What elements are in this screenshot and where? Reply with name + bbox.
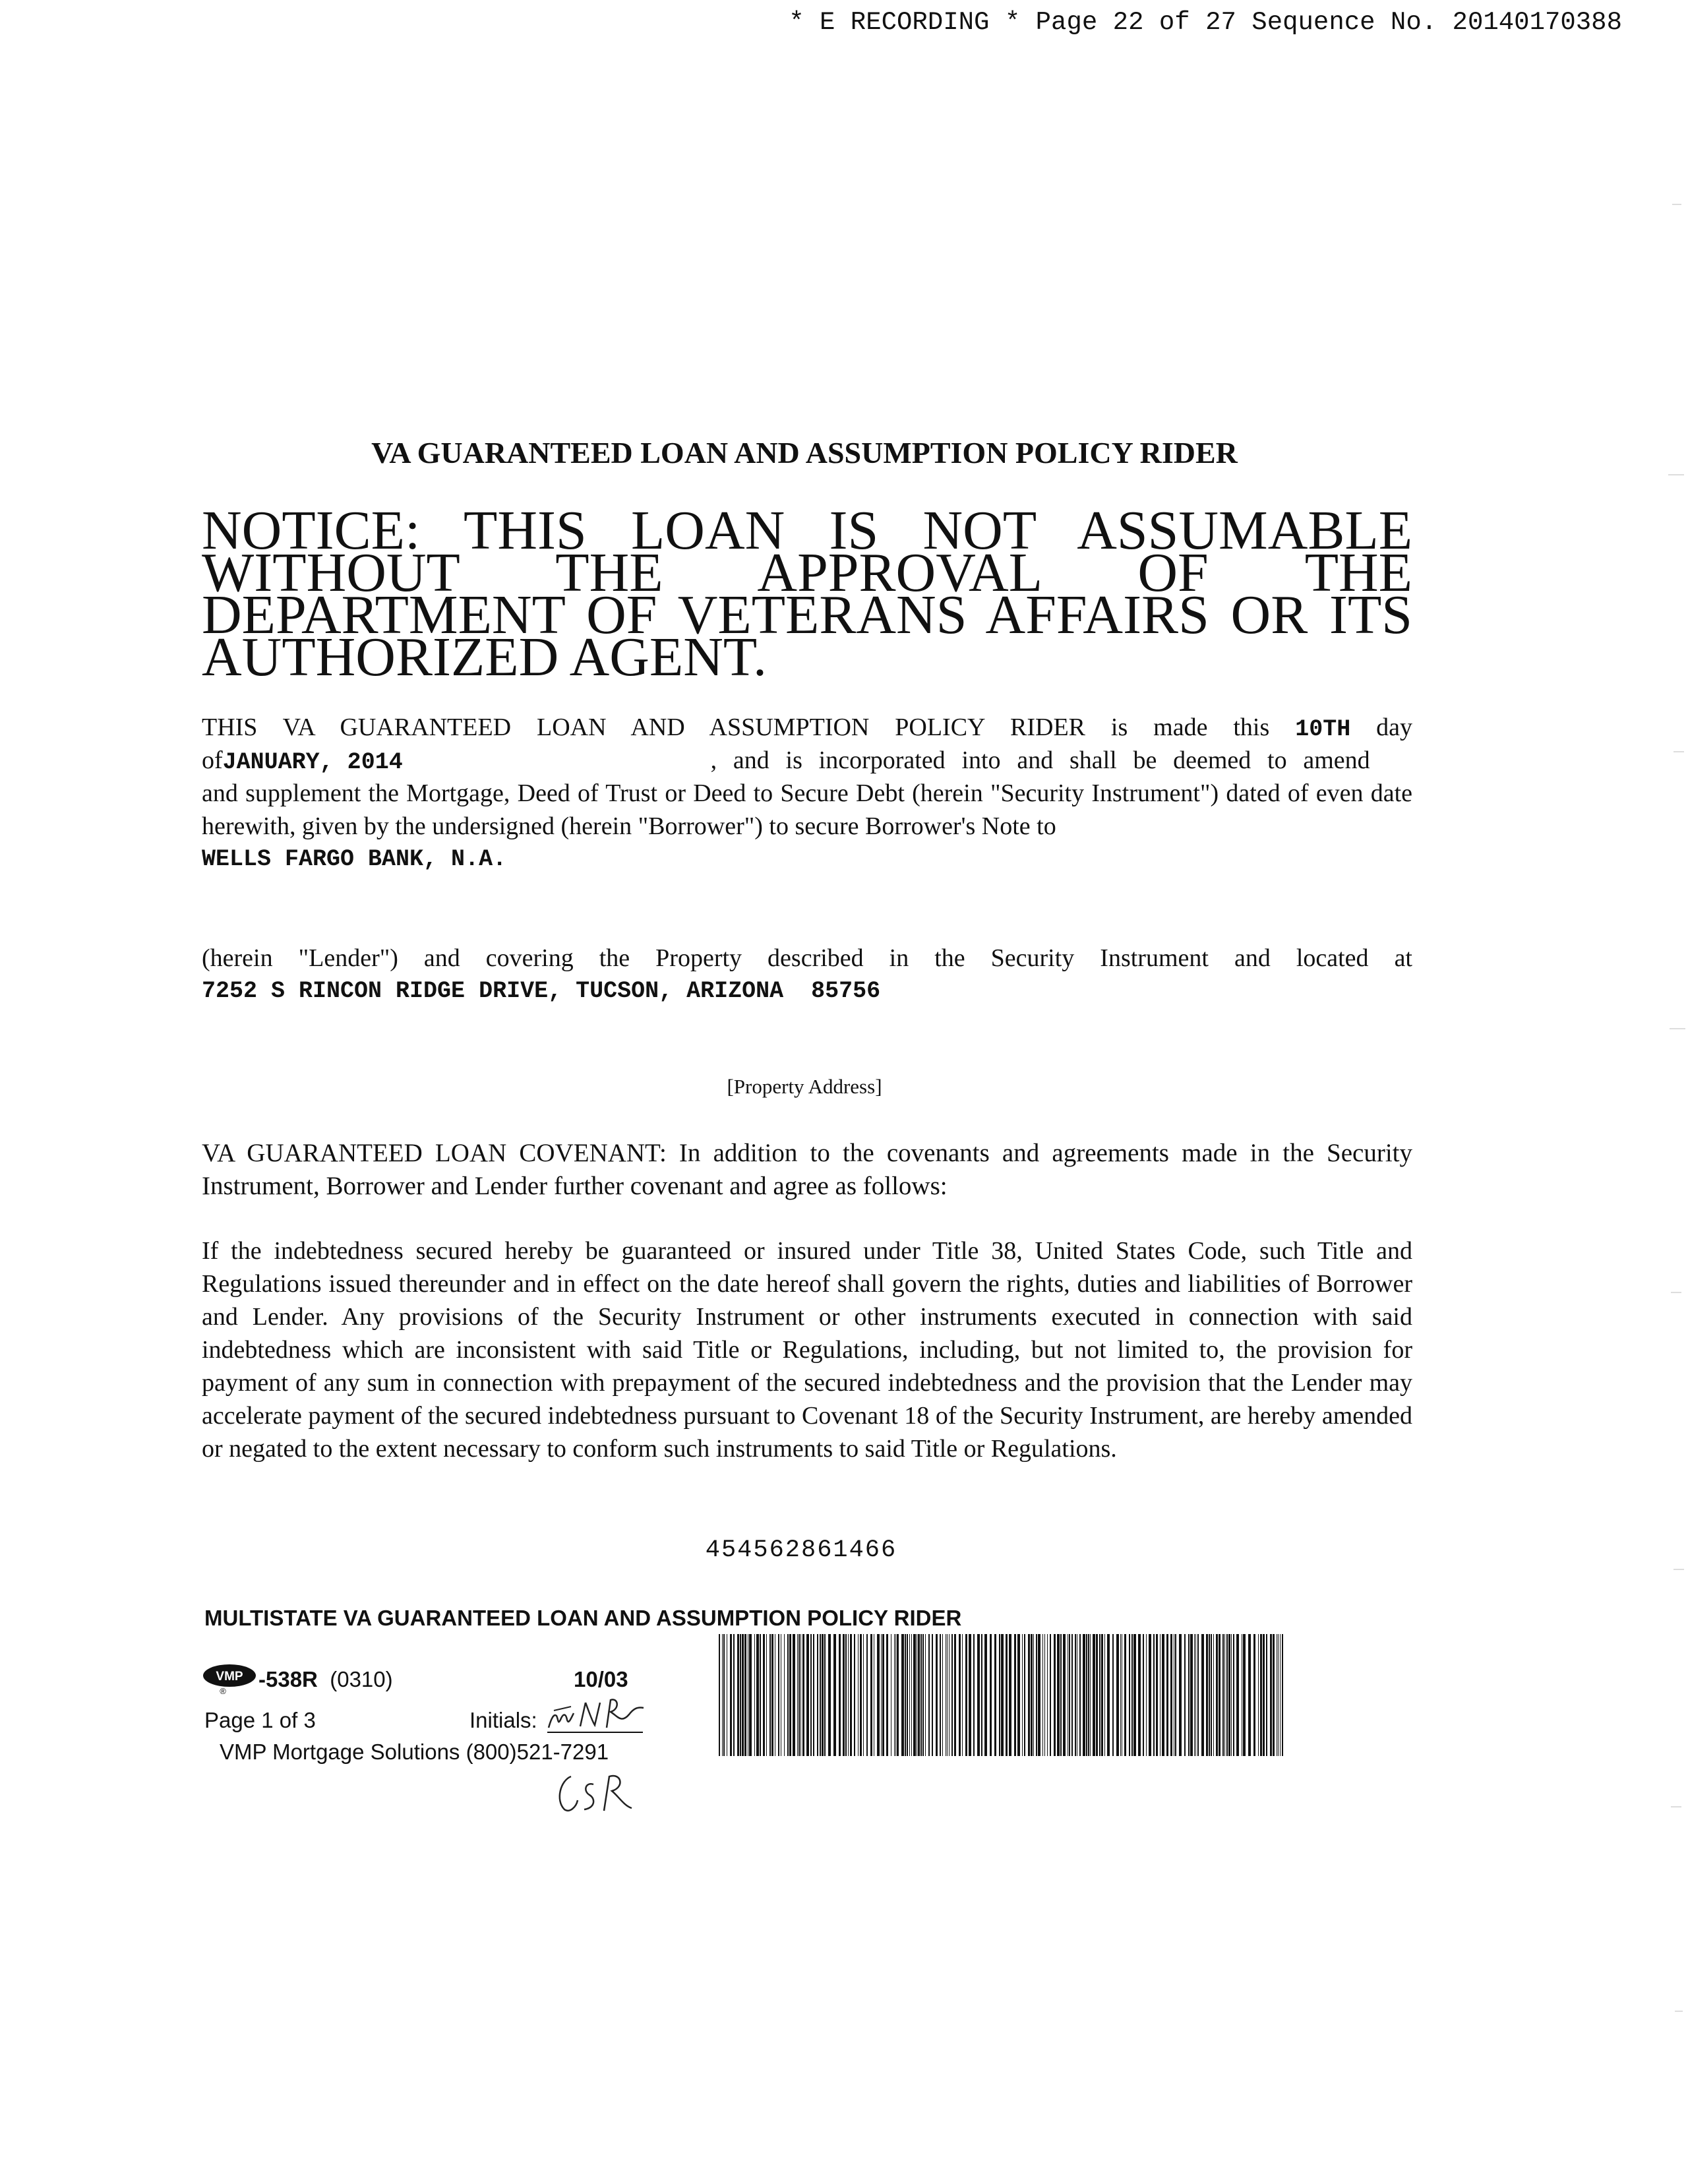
barcode-bar xyxy=(870,1634,872,1756)
barcode-bar xyxy=(1248,1634,1251,1756)
barcode-bar xyxy=(799,1634,800,1756)
barcode-bar xyxy=(1282,1634,1283,1756)
barcode-bar xyxy=(1017,1634,1020,1756)
barcode-bar xyxy=(922,1634,924,1756)
barcode-bar xyxy=(1033,1634,1034,1756)
barcode-bar xyxy=(1233,1634,1234,1756)
barcode-bar xyxy=(1253,1634,1255,1756)
of-label: of xyxy=(202,746,223,774)
barcode-bar xyxy=(1031,1634,1033,1756)
barcode-bar xyxy=(1188,1634,1190,1756)
barcode-bar xyxy=(730,1634,732,1756)
barcode-bar xyxy=(1071,1634,1073,1756)
barcode-bar xyxy=(1209,1634,1210,1756)
barcode-bar xyxy=(894,1634,895,1756)
barcode-bar xyxy=(1243,1634,1246,1756)
barcode-bar xyxy=(1231,1634,1232,1756)
barcode-bar xyxy=(740,1634,741,1756)
barcode-bar xyxy=(833,1634,836,1756)
barcode-bar xyxy=(977,1634,980,1756)
barcode-bar xyxy=(909,1634,910,1756)
barcode-bar xyxy=(940,1634,941,1756)
barcode-bar xyxy=(1162,1634,1164,1756)
barcode-bar xyxy=(999,1634,1000,1756)
initials-line xyxy=(547,1732,643,1733)
indebtedness-paragraph: If the indebtedness secured hereby be guaranteed or insured under Title 38, United States Code, such Title and Regulations issued thereunder and in effect on the date hereof shall govern the rights, duties and liabilities of Borrower and Lender. Any provisions of the Security Instrument or other instruments executed in connection with said indebtedness which are inconsistent with said Title or Regulations, including, but not limited to, the provision for payment of any sum in connection with prepayment of the secured indebtedness and the provision that the Lender may accelerate payment of the secured indebtedness pursuant to Covenant 18 of the Security Instrument, are hereby amended or negated to the extent necessary to conform such instruments to said Title or Regulations. xyxy=(202,1237,1412,1463)
barcode-bar xyxy=(886,1634,888,1756)
barcode-bar xyxy=(1096,1634,1098,1756)
barcode-bar xyxy=(959,1634,961,1756)
lender-name: WELLS FARGO BANK, N.A. xyxy=(202,846,507,872)
barcode-bar xyxy=(907,1634,908,1756)
barcode-bar xyxy=(1206,1634,1208,1756)
form-code: -538R xyxy=(258,1667,318,1691)
barcode-bar xyxy=(1042,1634,1043,1756)
barcode-bar xyxy=(897,1634,899,1756)
barcode-bar xyxy=(901,1634,904,1756)
barcode-bar xyxy=(905,1634,906,1756)
barcode-bar xyxy=(1069,1634,1070,1756)
barcode-bar xyxy=(965,1634,967,1756)
barcode-bar xyxy=(1104,1634,1105,1756)
intro-body xyxy=(202,777,1412,876)
barcode-bar xyxy=(813,1634,814,1756)
barcode-bar xyxy=(828,1634,831,1756)
intro-second-line xyxy=(202,744,1412,779)
company-line: VMP Mortgage Solutions (800)521-7291 xyxy=(220,1740,609,1764)
barcode-bar xyxy=(1146,1634,1147,1756)
barcode-bar xyxy=(918,1634,920,1756)
barcode-bar xyxy=(1153,1634,1155,1756)
barcode-bar xyxy=(981,1634,982,1756)
barcode-bar xyxy=(858,1634,859,1756)
barcode-bar xyxy=(756,1634,759,1756)
barcode-bar xyxy=(797,1634,798,1756)
barcode-bar xyxy=(760,1634,761,1756)
barcode-bar xyxy=(1093,1634,1095,1756)
barcode-bar xyxy=(784,1634,785,1756)
page-number: Page 1 of 3 xyxy=(204,1708,316,1732)
barcode-bar xyxy=(1099,1634,1100,1756)
barcode-bar xyxy=(932,1634,933,1756)
barcode-bar xyxy=(1266,1634,1267,1756)
revision-date: 10/03 xyxy=(574,1667,628,1691)
barcode-bar xyxy=(1216,1634,1218,1756)
barcode-bar xyxy=(881,1634,882,1756)
barcode-bar xyxy=(990,1634,992,1756)
barcode-bar xyxy=(925,1634,926,1756)
barcode-bar xyxy=(763,1634,765,1756)
intro-lead: THIS VA GUARANTEED LOAN AND ASSUMPTION POLICY RIDER is made this xyxy=(202,713,1270,741)
barcode-bar xyxy=(920,1634,922,1756)
barcode-bar xyxy=(1006,1634,1008,1756)
barcode-bar xyxy=(1044,1634,1045,1756)
barcode-bar xyxy=(822,1634,824,1756)
barcode-bar xyxy=(733,1634,735,1756)
initials-signature xyxy=(545,1687,650,1733)
barcode-bar xyxy=(994,1634,996,1756)
barcode-bar xyxy=(951,1634,953,1756)
registered-mark: ® xyxy=(220,1686,226,1694)
barcode-bar xyxy=(877,1634,880,1756)
barcode-bar xyxy=(1131,1634,1133,1756)
barcode-bar xyxy=(800,1634,801,1756)
barcode-bar xyxy=(771,1634,773,1756)
barcode-bar xyxy=(1226,1634,1228,1756)
barcode-bar xyxy=(1236,1634,1239,1756)
barcode xyxy=(719,1634,1286,1756)
barcode-bar xyxy=(1112,1634,1114,1756)
barcode-bar xyxy=(1088,1634,1089,1756)
day-label: day xyxy=(1376,713,1413,741)
barcode-bar xyxy=(1197,1634,1199,1756)
barcode-bar xyxy=(1194,1634,1195,1756)
handwritten-initials xyxy=(551,1767,637,1820)
barcode-bar xyxy=(1001,1634,1004,1756)
barcode-bar xyxy=(766,1634,767,1756)
barcode-bar xyxy=(1047,1634,1048,1756)
lender-clause: (herein "Lender") and covering the Property described in the Security Instrument and located at xyxy=(202,944,1412,972)
barcode-bar xyxy=(947,1634,948,1756)
barcode-bar xyxy=(854,1634,855,1756)
barcode-bar xyxy=(1057,1634,1060,1756)
barcode-bar xyxy=(1149,1634,1151,1756)
barcode-bar xyxy=(839,1634,841,1756)
day-value: 10TH xyxy=(1295,716,1351,743)
barcode-bar xyxy=(810,1634,812,1756)
barcode-bar xyxy=(1063,1634,1066,1756)
barcode-bar xyxy=(1038,1634,1040,1756)
barcode-bar xyxy=(1222,1634,1224,1756)
barcode-bar xyxy=(1190,1634,1193,1756)
vmp-logo-text: VMP xyxy=(216,1670,243,1684)
barcode-bar xyxy=(1028,1634,1030,1756)
barcode-bar xyxy=(1116,1634,1119,1756)
assumption-notice: NOTICE: THIS LOAN IS NOT ASSUMABLE WITHOUT THE APPROVAL OF THE DEPARTMENT OF VETERANS AFFAIRS OR ITS AUTHORIZED AGENT. xyxy=(202,500,1412,688)
barcode-bar xyxy=(1014,1634,1016,1756)
barcode-bar xyxy=(1219,1634,1221,1756)
barcode-bar xyxy=(1124,1634,1126,1756)
barcode-bar xyxy=(1101,1634,1103,1756)
barcode-bar xyxy=(1086,1634,1087,1756)
barcode-bar xyxy=(928,1634,930,1756)
barcode-bar xyxy=(913,1634,916,1756)
barcode-bar xyxy=(845,1634,847,1756)
barcode-bar xyxy=(1024,1634,1025,1756)
barcode-bar xyxy=(895,1634,896,1756)
barcode-bar xyxy=(742,1634,744,1756)
barcode-bar xyxy=(949,1634,950,1756)
barcode-bar xyxy=(1050,1634,1051,1756)
barcode-bar xyxy=(942,1634,943,1756)
barcode-bar xyxy=(1260,1634,1262,1756)
barcode-bar xyxy=(1133,1634,1136,1756)
barcode-bar xyxy=(969,1634,971,1756)
barcode-bar xyxy=(1201,1634,1204,1756)
barcode-bar xyxy=(1270,1634,1272,1756)
barcode-bar xyxy=(1090,1634,1091,1756)
barcode-bar xyxy=(789,1634,791,1756)
barcode-bar xyxy=(1107,1634,1110,1756)
barcode-bar xyxy=(866,1634,868,1756)
barcode-bar xyxy=(984,1634,987,1756)
barcode-bar xyxy=(1170,1634,1172,1756)
barcode-bar xyxy=(1224,1634,1225,1756)
barcode-bar xyxy=(749,1634,752,1756)
barcode-bar xyxy=(1138,1634,1141,1756)
barcode-bar xyxy=(778,1634,779,1756)
form-title: MULTISTATE VA GUARANTEED LOAN AND ASSUMPTION POLICY RIDER xyxy=(204,1606,962,1630)
barcode-bar xyxy=(1175,1634,1176,1756)
initials-label: Initials: xyxy=(469,1708,537,1732)
barcode-bar xyxy=(722,1634,723,1756)
barcode-bar xyxy=(1129,1634,1130,1756)
form-code-suffix: (0310) xyxy=(330,1667,393,1691)
barcode-bar xyxy=(1079,1634,1081,1756)
barcode-bar xyxy=(806,1634,809,1756)
barcode-bar xyxy=(723,1634,725,1756)
barcode-bar xyxy=(843,1634,845,1756)
barcode-bar xyxy=(1280,1634,1281,1756)
barcode-bar xyxy=(863,1634,864,1756)
lender-clause-block xyxy=(202,942,1412,1008)
barcode-bar xyxy=(769,1634,771,1756)
barcode-bar xyxy=(882,1634,884,1756)
barcode-bar xyxy=(719,1634,720,1756)
barcode-bar xyxy=(744,1634,746,1756)
barcode-bar xyxy=(1258,1634,1259,1756)
barcode-bar xyxy=(802,1634,804,1756)
barcode-bar xyxy=(962,1634,963,1756)
barcode-bar xyxy=(850,1634,852,1756)
barcode-bar xyxy=(1228,1634,1230,1756)
barcode-bar xyxy=(1195,1634,1196,1756)
barcode-bar xyxy=(848,1634,849,1756)
barcode-bar xyxy=(737,1634,739,1756)
barcode-bar xyxy=(1120,1634,1121,1756)
intro-body-text: and supplement the Mortgage, Deed of Trust or Deed to Secure Debt (herein "Security Instrument") dated of even date herewith, given by the undersigned (herein "Borrower") to secure Borrower's Note to xyxy=(202,779,1412,840)
month-year-value: JANUARY, 2014 xyxy=(222,749,403,775)
barcode-bar xyxy=(1263,1634,1265,1756)
barcode-bar xyxy=(1156,1634,1158,1756)
vmp-logo xyxy=(202,1664,257,1694)
barcode-bar xyxy=(1213,1634,1214,1756)
intro-first-line xyxy=(202,711,1412,746)
barcode-bar xyxy=(1054,1634,1056,1756)
incorporated-text: , and is incorporated into and shall be deemed to amend xyxy=(710,746,1370,774)
barcode-bar xyxy=(793,1634,795,1756)
scan-margin-marks xyxy=(1662,0,1688,2184)
barcode-bar xyxy=(1179,1634,1182,1756)
barcode-bar xyxy=(860,1634,862,1756)
barcode-bar xyxy=(1273,1634,1275,1756)
barcode-bar xyxy=(820,1634,821,1756)
recording-header: * E RECORDING * Page 22 of 27 Sequence No. 20140170388 xyxy=(789,8,1622,37)
form-number xyxy=(258,1667,393,1692)
barcode-bar xyxy=(911,1634,912,1756)
barcode-bar xyxy=(1022,1634,1023,1756)
barcode-bar xyxy=(824,1634,826,1756)
va-covenant: VA GUARANTEED LOAN COVENANT: In addition to the covenants and agreements made in the Security Instrument, Borrower and Lender further covenant and agree as follows: xyxy=(202,1139,1412,1200)
barcode-bar xyxy=(1143,1634,1144,1756)
barcode-bar xyxy=(1184,1634,1186,1756)
barcode-bar xyxy=(936,1634,938,1756)
barcode-bar xyxy=(954,1634,956,1756)
document-title: VA GUARANTEED LOAN AND ASSUMPTION POLICY RIDER xyxy=(371,436,1238,470)
barcode-bar xyxy=(754,1634,755,1756)
property-address: 7252 S RINCON RIDGE DRIVE, TUCSON, ARIZONA 85756 xyxy=(202,978,881,1004)
barcode-bar xyxy=(1166,1634,1168,1756)
barcode-bar xyxy=(1211,1634,1212,1756)
barcode-bar xyxy=(1278,1634,1279,1756)
barcode-bar xyxy=(1060,1634,1062,1756)
property-address-caption: [Property Address] xyxy=(727,1075,882,1098)
barcode-bar xyxy=(817,1634,818,1756)
barcode-bar xyxy=(787,1634,789,1756)
barcode-bar xyxy=(1009,1634,1011,1756)
barcode-bar xyxy=(1036,1634,1037,1756)
loan-number: 454562861466 xyxy=(705,1536,897,1564)
barcode-bar xyxy=(1075,1634,1076,1756)
barcode-bar xyxy=(973,1634,975,1756)
barcode-bar xyxy=(1083,1634,1085,1756)
